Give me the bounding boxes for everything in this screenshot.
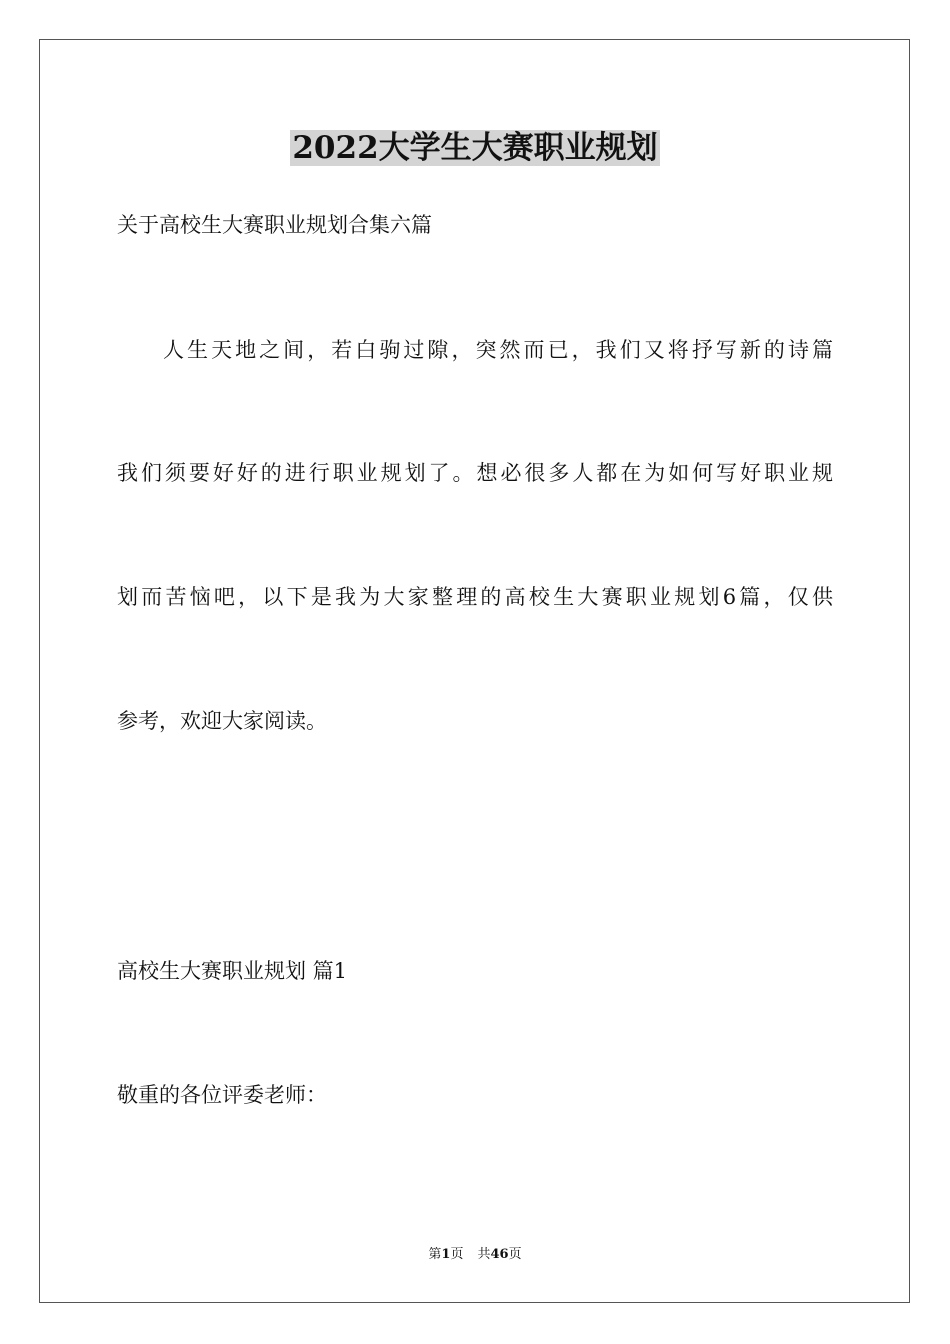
document-subtitle: 关于高校生大赛职业规划合集六篇 [117,213,432,237]
section-heading: 高校生大赛职业规划 篇1 [117,959,348,983]
paragraph-line-3: 划而苦恼吧，以下是我为大家整理的高校生大赛职业规划6篇，仅供 [117,585,833,609]
document-title-text: 2022大学生大赛职业规划 [292,130,658,166]
salutation: 敬重的各位评委老师： [117,1083,327,1107]
footer-total-prefix: 共 [477,1247,491,1262]
footer-page-prefix: 第 [428,1247,442,1262]
page-footer [0,1246,950,1264]
footer-page-suffix: 页 [450,1247,464,1262]
footer-total-pages: 46 [490,1247,509,1262]
footer-total-suffix: 页 [508,1247,522,1262]
document-title [0,126,950,170]
footer-page-number: 1 [441,1247,451,1262]
paragraph-line-1: 人生天地之间，若白驹过隙，突然而已，我们又将抒写新的诗篇 [163,338,833,362]
paragraph-line-2: 我们须要好好的进行职业规划了。想必很多人都在为如何写好职业规 [117,461,833,485]
paragraph-line-4: 参考，欢迎大家阅读。 [117,709,327,733]
